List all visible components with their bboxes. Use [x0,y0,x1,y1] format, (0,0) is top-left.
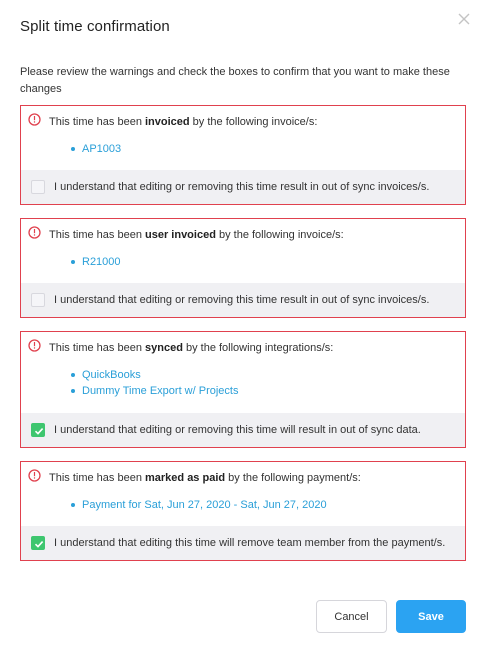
alert-icon [28,226,41,239]
warning-marked-paid [20,461,466,561]
confirm-row[interactable] [21,526,465,560]
confirm-row[interactable] [21,170,465,204]
intro-text: Please review the warnings and check the boxes to confirm that you want to make these changes [20,66,450,95]
invoice-link[interactable]: R21000 [82,254,465,270]
check-icon [33,425,45,437]
confirm-checkbox[interactable] [31,180,45,194]
confirm-checkbox[interactable] [31,536,45,550]
alert-icon [28,339,41,352]
save-button[interactable]: Save [396,600,466,633]
dialog-title: Split time confirmation [20,18,170,35]
warning-message: This time has been marked as paid by the following payment/s: [49,472,361,484]
confirm-label: I understand that editing or removing this time result in out of sync invoices/s. [54,294,430,306]
payment-list [49,497,465,513]
confirm-label: I understand that editing this time will remove team member from the payment/s. [54,537,446,549]
alert-icon [28,113,41,126]
integration-list [49,367,465,399]
warning-header [21,106,465,170]
invoice-list [49,254,465,270]
confirm-label: I understand that editing or removing this time will result in out of sync data. [54,424,421,436]
warning-user-invoiced [20,218,466,318]
warning-header [21,462,465,526]
integration-link[interactable]: Dummy Time Export w/ Projects [82,383,465,399]
check-icon [33,538,45,550]
integration-link[interactable]: QuickBooks [82,367,465,383]
payment-link[interactable]: Payment for Sat, Jun 27, 2020 - Sat, Jun 27, 2020 [82,497,465,513]
confirm-checkbox[interactable] [31,293,45,307]
invoice-link[interactable]: AP1003 [82,141,465,157]
warning-header [21,219,465,283]
warning-header [21,332,465,396]
warning-synced [20,331,466,448]
confirm-row[interactable] [21,283,465,317]
invoice-list [49,141,465,157]
warning-message: This time has been invoiced by the following invoice/s: [49,116,318,128]
close-icon[interactable] [457,12,473,28]
warning-message: This time has been synced by the following integrations/s: [49,342,334,354]
warning-message: This time has been user invoiced by the following invoice/s: [49,229,344,241]
warning-invoiced [20,105,466,205]
confirm-checkbox[interactable] [31,423,45,437]
cancel-button[interactable]: Cancel [316,600,387,633]
alert-icon [28,469,41,482]
confirm-row[interactable] [21,413,465,447]
confirm-label: I understand that editing or removing this time result in out of sync invoices/s. [54,181,430,193]
